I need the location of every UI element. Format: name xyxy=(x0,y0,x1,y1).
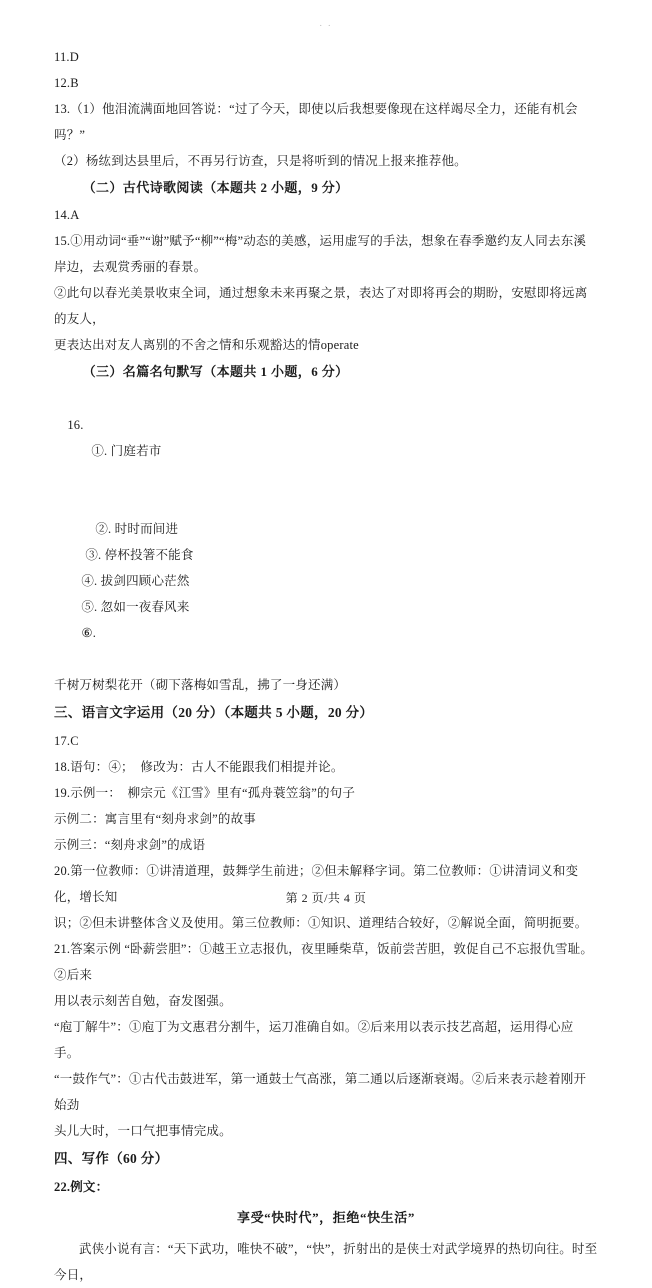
page-footer: 第 2 页/共 4 页 xyxy=(285,891,367,905)
answer-15-line2: 岸边，去观赏秀丽的春景。 xyxy=(54,260,207,274)
answer-21-line4: “一鼓作气”：①古代击鼓进军，第一通鼓士气高涨，第二通以后逐渐衰竭。②后来表示趁着刚开始劲 xyxy=(54,1072,587,1112)
essay-title: 享受“快时代”，拒绝“快生活” xyxy=(236,1210,415,1225)
answer-15-line1: 15.①用动词“垂”“谢”赋予“柳”“梅”动态的美感，运用虚写的手法，想象在春季邀约友人同去东溪 xyxy=(54,234,587,248)
answer-16-label: 16. xyxy=(67,418,84,432)
answer-16-item2: ②. 时时而间进 xyxy=(95,522,179,536)
answer-12: 12.B xyxy=(54,76,79,90)
answer-16-row2 xyxy=(54,490,598,672)
answer-13-part1: 13.（1）他泪流满面地回答说：“过了今天，即使以后我想要像现在这样竭尽全力，还能有机会吗？” xyxy=(54,102,578,142)
answer-21-line1: 21.答案示例 “卧薪尝胆”：①越王立志报仇，夜里睡柴草，饭前尝苦胆，敦促自己不忘报仇雪耻。②后来 xyxy=(54,942,594,982)
answer-19-example3: 示例三：“刻舟求剑”的成语 xyxy=(54,838,206,852)
heading-famous-lines: （三）名篇名句默写（本题共 1 小题，6 分） xyxy=(82,364,349,379)
answer-20-line2: 识；②但未讲整体含义及使用。第三位教师：①知识、道理结合较好，②解说全面，简明扼要。 xyxy=(54,916,588,930)
answer-19-example1: 19.示例一： 柳宗元《江雪》里有“孤舟蓑笠翁”的句子 xyxy=(54,786,356,800)
answer-16-item3: ③. 停杯投箸不能食 xyxy=(85,548,194,562)
answer-16-row1 xyxy=(54,386,598,490)
answer-19-example2: 示例二：寓言里有“刻舟求剑”的故事 xyxy=(54,812,256,826)
answer-15-line3: ②此句以春光美景收束全词，通过想象未来再聚之景，表达了对即将再会的期盼，安慰即将远离的友人， xyxy=(54,286,588,326)
heading-writing: 四、写作（60 分） xyxy=(54,1151,169,1166)
heading-poetry-reading: （二）古代诗歌阅读（本题共 2 小题，9 分） xyxy=(82,180,349,195)
page-top-marks: . . xyxy=(319,18,333,28)
heading-language-use: 三、语言文字运用（20 分）（本题共 5 小题，20 分） xyxy=(54,705,374,720)
answer-16-item1: ①. 门庭若市 xyxy=(91,444,162,458)
answer-21-line3: “庖丁解牛”：①庖丁为文惠君分割牛，运刀准确自如。②后来用以表示技艺高超，运用得心应手。 xyxy=(54,1020,574,1060)
answer-16-item6: ⑥. xyxy=(81,626,97,640)
answer-17: 17.C xyxy=(54,734,79,748)
answer-18: 18.语句：④； 修改为：古人不能跟我们相提并论。 xyxy=(54,760,344,774)
answer-21-line2: 用以表示刻苦自勉，奋发图强。 xyxy=(54,994,232,1008)
answer-22-label: 22.例文： xyxy=(54,1180,109,1194)
essay-paragraph-1: 武侠小说有言：“天下武功，唯快不破”，“快”，折射出的是侠士对武学境界的热切向往。时至今日， xyxy=(54,1242,598,1282)
answer-21-line5: 头儿大时，一口气把事情完成。 xyxy=(54,1124,232,1138)
answer-14: 14.A xyxy=(54,208,80,222)
answer-16-item5: ⑤. 忽如一夜春风来 xyxy=(81,600,190,614)
answer-13-part2: （2）杨纮到达县里后，不再另行访查，只是将听到的情况上报来推荐他。 xyxy=(54,154,467,168)
answer-11: 11.D xyxy=(54,50,79,64)
answer-20-line1: 20.第一位教师：①讲清道理，鼓舞学生前进；②但未解释字词。第二位教师：①讲清词义和变化，增长知 xyxy=(54,864,579,904)
answer-16-item4: ④. 拔剑四顾心茫然 xyxy=(81,574,190,588)
answer-15-line4: 更表达出对友人离别的不舍之情和乐观豁达的情operate xyxy=(54,338,359,352)
answer-16-row3: 千树万树梨花开（砌下落梅如雪乱，拂了一身还满） xyxy=(54,678,347,692)
